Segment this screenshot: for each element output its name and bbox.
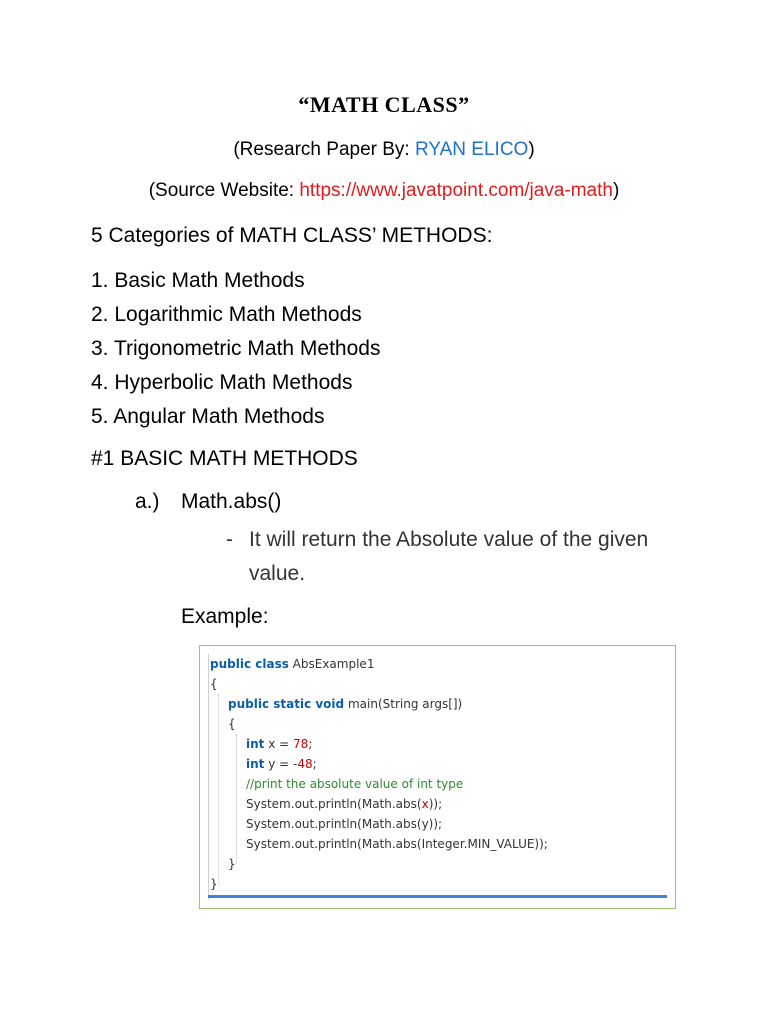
code-variable: x: [421, 797, 429, 811]
code-line: [246, 796, 442, 812]
code-line: {: [210, 677, 218, 691]
code-keyword: public static void: [228, 697, 345, 711]
category-item: 5. Angular Math Methods: [91, 405, 325, 428]
author-name: RYAN ELICO: [414, 139, 529, 160]
code-example-box: [199, 645, 676, 909]
code-text: ;: [312, 757, 317, 771]
code-text: ;: [308, 737, 313, 751]
code-number: 78: [293, 737, 309, 751]
code-keyword: int: [246, 757, 265, 771]
method-name: Math.abs(): [181, 490, 282, 513]
code-comment: //print the absolute value of int type: [246, 777, 464, 791]
byline: [0, 139, 768, 161]
category-item: 4. Hyperbolic Math Methods: [91, 371, 353, 394]
source-suffix: ): [612, 180, 620, 201]
code-line: {: [228, 717, 236, 731]
source-line: [0, 180, 768, 202]
indent-guide: [218, 694, 219, 884]
method-marker: a.): [135, 490, 160, 513]
code-area: [208, 654, 667, 900]
code-text: x =: [264, 737, 294, 751]
code-line: [210, 656, 374, 672]
byline-prefix: (Research Paper By:: [233, 139, 415, 160]
description-dash: -: [226, 528, 233, 551]
section-heading: #1 BASIC MATH METHODS: [91, 447, 358, 470]
code-text: ));: [428, 797, 443, 811]
code-keyword: public class: [210, 657, 289, 671]
code-keyword: int: [246, 737, 265, 751]
code-text: main(String args[]): [344, 697, 463, 711]
code-line: [228, 696, 462, 712]
method-description: [226, 523, 656, 591]
code-line: [246, 736, 312, 752]
description-text: It will return the Absolute value of the given value.: [249, 528, 649, 585]
example-label: Example:: [181, 605, 269, 628]
code-text: AbsExample1: [288, 657, 375, 671]
indent-guide: [236, 734, 237, 864]
source-prefix: (Source Website:: [148, 180, 300, 201]
category-item: 2. Logarithmic Math Methods: [91, 303, 362, 326]
category-item: 1. Basic Math Methods: [91, 269, 305, 292]
category-item: 3. Trigonometric Math Methods: [91, 337, 381, 360]
method-item: [135, 490, 281, 514]
code-line: }: [228, 857, 236, 871]
code-scrollbar[interactable]: [208, 895, 667, 898]
source-url-link[interactable]: https://www.javatpoint.com/java-math: [299, 180, 613, 201]
code-number: 48: [297, 757, 313, 771]
code-line: }: [210, 877, 218, 891]
code-line: System.out.println(Math.abs(Integer.MIN_VALUE));: [246, 837, 548, 851]
code-text: System.out.println(Math.abs(: [246, 797, 422, 811]
document-title: “MATH CLASS”: [298, 92, 470, 117]
code-text: y = -: [264, 757, 298, 771]
byline-suffix: ): [528, 139, 535, 160]
code-line: [246, 756, 317, 772]
categories-list: [91, 264, 380, 434]
categories-heading: 5 Categories of MATH CLASS’ METHODS:: [91, 224, 493, 247]
code-line: System.out.println(Math.abs(y));: [246, 817, 443, 831]
